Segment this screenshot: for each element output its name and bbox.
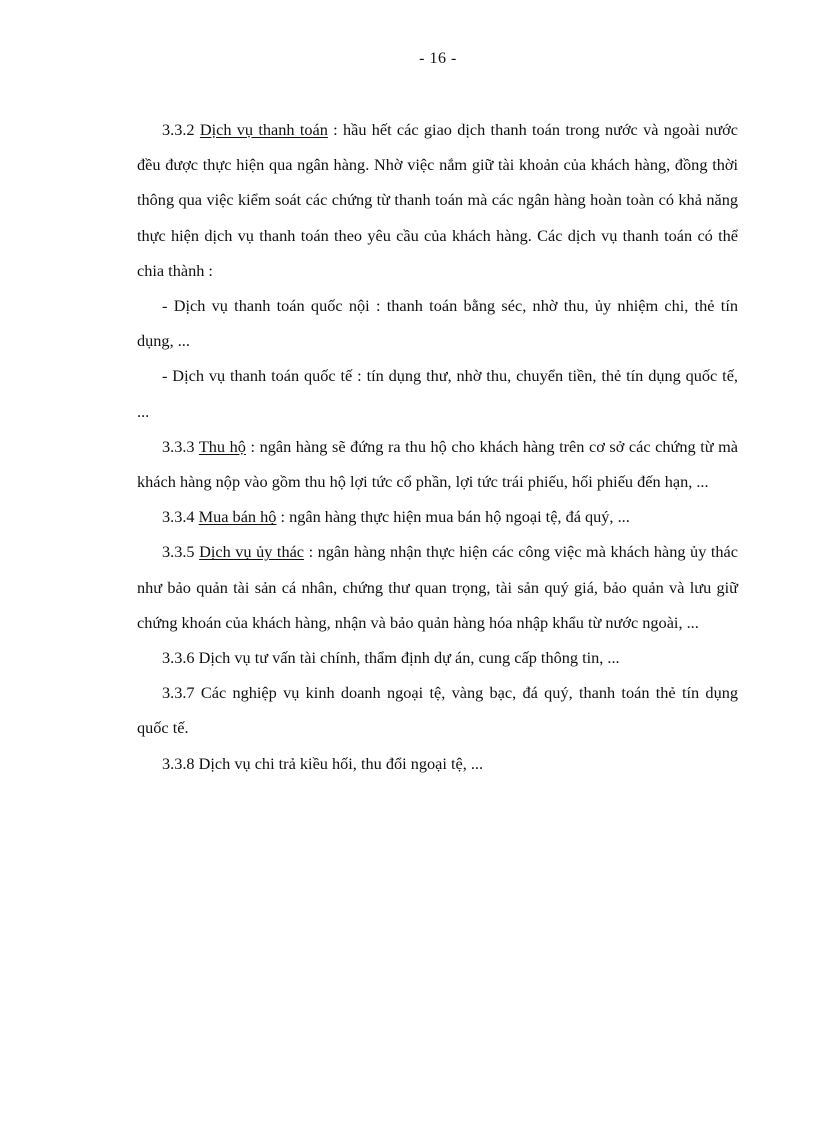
section-text: : ngân hàng thực hiện mua bán hộ ngoại tệ, đá quý, ... (276, 507, 630, 527)
section-title-payment-services: Dịch vụ thanh toán (199, 120, 328, 139)
section-number: 3.3.5 (162, 542, 200, 562)
section-number: 3.3.3 (162, 436, 199, 456)
paragraph-trading-on-behalf (137, 499, 738, 534)
section-number: 3.3.2 (162, 120, 200, 139)
paragraph-payment-services (137, 112, 738, 288)
section-text: : ngân hàng sẽ đứng ra thu hộ cho khách hàng trên cơ sở các chứng từ mà khách hàng nộp vào gồm thu hộ lợi tức cổ phần, lợi tức trái phiếu, hối phiếu đến hạn, ... (137, 436, 738, 492)
bullet-international-payment: - Dịch vụ thanh toán quốc tế : tín dụng thư, nhờ thu, chuyển tiền, thẻ tín dụng quốc tế, ... (137, 366, 738, 421)
section-title-trading-on-behalf: Mua bán hộ (198, 507, 277, 527)
section-text: : ngân hàng nhận thực hiện các công việc mà khách hàng ủy thác như bảo quản tài sản cá nhân, chứng thư quan trọng, tài sản quý giá, bảo quản và lưu giữ chứng khoán của khách hàng, nhận và bảo quản hàng hóa nhập khẩu từ nước ngoài, ... (137, 542, 738, 632)
paragraph-remittance: 3.3.8 Dịch vụ chi trả kiều hối, thu đổi ngoại tệ, ... (162, 753, 484, 773)
section-title-trust-services: Dịch vụ ủy thác (199, 542, 305, 562)
bullet-domestic-payment: - Dịch vụ thanh toán quốc nội : thanh toán bằng séc, nhờ thu, ủy nhiệm chi, thẻ tín dụng, ... (137, 296, 738, 351)
paragraph-financial-advisory: 3.3.6 Dịch vụ tư vấn tài chính, thẩm định dự án, cung cấp thông tin, ... (162, 648, 620, 668)
section-title-collection: Thu hộ (198, 436, 246, 456)
page-number: - 16 - (419, 50, 457, 67)
section-number: 3.3.4 (162, 507, 199, 527)
paragraph-collection (137, 429, 738, 499)
paragraph-forex-operations: 3.3.7 Các nghiệp vụ kinh doanh ngoại tệ, vàng bạc, đá quý, thanh toán thẻ tín dụng quốc tế. (137, 683, 738, 738)
document-body (137, 112, 738, 781)
paragraph-trust-services (137, 534, 738, 640)
section-text: : hầu hết các giao dịch thanh toán trong nước và ngoài nước đều được thực hiện qua ngân hàng. Nhờ việc nắm giữ tài khoản của khách hàng, đồng thời thông qua việc kiểm soát các chứng từ thanh toán mà các ngân hàng hoàn toàn có khả năng thực hiện dịch vụ thanh toán theo yêu cầu của khách hàng. Các dịch vụ thanh toán có thể chia thành : (137, 120, 738, 280)
